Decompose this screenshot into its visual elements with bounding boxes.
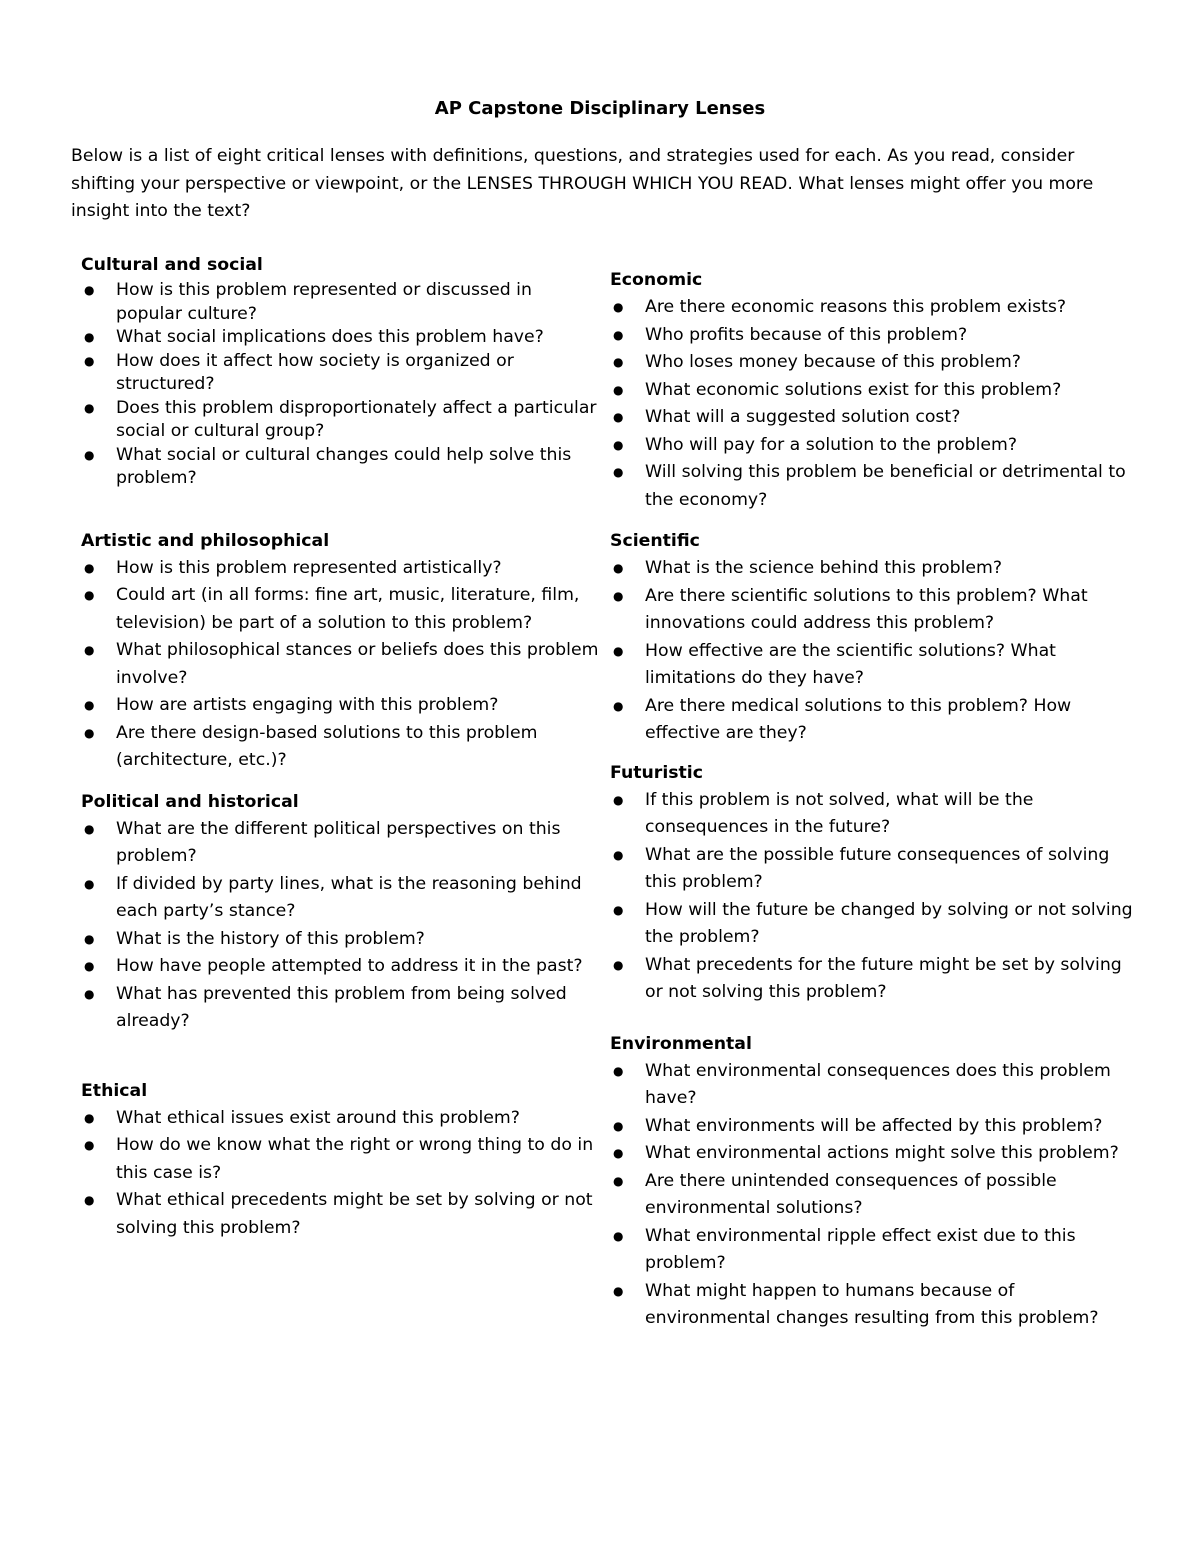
question-text: How effective are the scientific solutions? What limitations do they have? — [645, 640, 1056, 688]
question-text: What social implications does this problem have? — [116, 327, 544, 347]
question-text: Does this problem disproportionately affect a particular social or cultural group? — [116, 397, 597, 441]
bullet-icon: ● — [613, 588, 624, 603]
bullet-icon: ● — [84, 353, 95, 368]
question-item — [610, 1278, 1140, 1333]
question-text: What economic solutions exist for this problem? — [645, 379, 1062, 400]
question-text: Are there unintended consequences of possible environmental solutions? — [645, 1170, 1057, 1218]
question-text: What ethical precedents might be set by solving or not solving this problem? — [116, 1190, 593, 1238]
question-item — [610, 952, 1140, 1007]
question-item — [81, 350, 601, 397]
bullet-icon: ● — [613, 902, 624, 917]
bullet-icon: ● — [613, 1063, 624, 1078]
question-item — [81, 926, 601, 954]
bullet-icon: ● — [613, 327, 624, 342]
bullet-icon: ● — [613, 465, 624, 479]
bullet-icon: ● — [613, 1228, 624, 1243]
question-item — [81, 444, 601, 491]
bullet-icon: ● — [613, 1283, 624, 1298]
question-text: What ethical issues exist around this problem? — [116, 1107, 520, 1128]
question-text: What might happen to humans because of environmental changes resulting from this problem? — [645, 1280, 1099, 1328]
question-item — [610, 842, 1140, 897]
bullet-icon: ● — [84, 959, 95, 973]
question-item — [610, 1168, 1140, 1223]
section-artistic-and-philosophical — [81, 528, 601, 775]
question-item — [610, 404, 1140, 432]
question-text: How is this problem represented or discussed in popular culture? — [116, 280, 532, 324]
bullet-icon: ● — [613, 643, 624, 658]
question-text: What precedents for the future might be set by solving or not solving this problem? — [645, 954, 1122, 1002]
question-item — [610, 693, 1140, 748]
question-item — [81, 981, 601, 1036]
bullet-icon: ● — [613, 410, 624, 424]
section-heading: Scientific — [610, 531, 700, 551]
question-item — [81, 1132, 601, 1187]
question-item — [610, 1223, 1140, 1278]
question-item — [610, 349, 1140, 377]
question-list — [610, 1058, 1140, 1333]
question-item — [81, 720, 601, 775]
question-text: What are the different political perspectives on this problem? — [116, 818, 561, 866]
question-item — [610, 1140, 1140, 1168]
question-text: Who will pay for a solution to the problem? — [645, 434, 1018, 455]
question-item — [81, 555, 601, 583]
section-cultural-and-social — [81, 252, 601, 491]
question-item — [610, 787, 1140, 842]
bullet-icon: ● — [84, 821, 95, 836]
section-economic — [610, 267, 1140, 514]
question-item — [610, 555, 1140, 583]
question-list — [610, 294, 1140, 514]
bullet-icon: ● — [84, 698, 95, 712]
question-item — [81, 397, 601, 444]
question-text: What are the possible future consequences of solving this problem? — [645, 844, 1110, 892]
question-text: What environmental ripple effect exist due to this problem? — [645, 1225, 1076, 1273]
question-text: Are there economic reasons this problem exists? — [645, 297, 1067, 317]
section-heading: Cultural and social — [81, 255, 263, 275]
question-item — [81, 582, 601, 637]
page-title: AP Capstone Disciplinary Lenses — [434, 98, 766, 119]
section-heading: Futuristic — [610, 762, 703, 783]
question-item — [610, 1058, 1140, 1113]
bullet-icon: ● — [84, 876, 95, 891]
bullet-icon: ● — [84, 1193, 95, 1207]
section-heading: Artistic and philosophical — [81, 530, 330, 551]
bullet-icon: ● — [84, 986, 95, 1001]
question-item — [81, 1187, 601, 1242]
question-text: Will solving this problem be beneficial or detrimental to the economy? — [645, 462, 1126, 510]
bullet-icon: ● — [84, 588, 95, 602]
left-column — [81, 252, 601, 1242]
bullet-icon: ● — [613, 382, 624, 397]
question-text: How do we know what the right or wrong thing to do in this case is? — [116, 1135, 594, 1183]
section-futuristic — [610, 760, 1140, 1007]
section-heading: Ethical — [81, 1080, 148, 1101]
question-text: If this problem is not solved, what will be the consequences in the future? — [645, 789, 1034, 837]
bullet-icon: ● — [613, 957, 624, 972]
bullet-icon: ● — [84, 330, 95, 344]
question-item — [610, 294, 1140, 322]
bullet-icon: ● — [84, 283, 95, 297]
question-text: How does it affect how society is organized or structured? — [116, 350, 514, 394]
question-item — [81, 816, 601, 871]
question-item — [81, 953, 601, 981]
question-list — [610, 555, 1140, 748]
section-scientific — [610, 528, 1140, 748]
bullet-icon: ● — [84, 643, 95, 657]
question-text: Are there design-based solutions to this problem (architecture, etc.)? — [116, 722, 538, 770]
section-heading: Political and historical — [81, 791, 299, 812]
question-list — [610, 787, 1140, 1007]
question-text: How have people attempted to address it in the past? — [116, 956, 583, 976]
question-item — [610, 322, 1140, 350]
question-item — [81, 692, 601, 720]
bullet-icon: ● — [613, 561, 624, 575]
question-text: What philosophical stances or beliefs does this problem involve? — [116, 640, 599, 688]
section-heading: Economic — [610, 270, 703, 290]
question-text: What environmental consequences does this problem have? — [645, 1060, 1111, 1108]
question-item — [610, 377, 1140, 405]
question-text: If divided by party lines, what is the reasoning behind each party’s stance? — [116, 873, 582, 921]
question-text: How is this problem represented artistically? — [116, 557, 502, 578]
question-text: What environments will be affected by this problem? — [645, 1115, 1103, 1136]
question-list — [81, 1105, 601, 1243]
bullet-icon: ● — [613, 437, 624, 452]
question-text: Are there scientific solutions to this problem? What innovations could address this problem? — [645, 585, 1088, 633]
right-column — [610, 267, 1140, 1333]
question-list — [81, 555, 601, 775]
bullet-icon: ● — [613, 847, 624, 862]
intro-paragraph: Below is a list of eight critical lenses with definitions, questions, and strategies used for each. As you read, consider shifting your perspective or viewpoint, or the LENSES THROUGH WHICH YOU READ. What lenses might offer you more insight into the text? — [71, 146, 1094, 221]
question-text: Could art (in all forms: fine art, music, literature, film, television) be part of a solution to this problem? — [116, 585, 580, 633]
question-item — [610, 897, 1140, 952]
bullet-icon: ● — [84, 931, 95, 946]
bullet-icon: ● — [613, 300, 624, 314]
bullet-icon: ● — [84, 447, 95, 462]
question-item — [610, 459, 1140, 514]
question-item — [610, 638, 1140, 693]
bullet-icon: ● — [613, 698, 624, 713]
bullet-icon: ● — [84, 560, 95, 575]
section-political-and-historical — [81, 789, 601, 1036]
question-item — [610, 1113, 1140, 1141]
bullet-icon: ● — [84, 1110, 95, 1125]
question-item — [81, 1105, 601, 1133]
question-text: How will the future be changed by solving or not solving the problem? — [645, 899, 1133, 947]
question-text: What social or cultural changes could help solve this problem? — [116, 444, 572, 488]
question-item — [81, 279, 601, 326]
question-item — [610, 432, 1140, 460]
question-item — [81, 871, 601, 926]
question-list — [81, 279, 601, 491]
question-text: Who profits because of this problem? — [645, 324, 968, 345]
question-item — [81, 326, 601, 350]
question-text: What is the science behind this problem? — [645, 558, 1003, 578]
question-text: What will a suggested solution cost? — [645, 407, 961, 427]
section-heading: Environmental — [610, 1033, 752, 1054]
bullet-icon: ● — [84, 725, 95, 740]
question-item — [610, 583, 1140, 638]
section-environmental — [610, 1031, 1140, 1333]
question-text: What environmental actions might solve this problem? — [645, 1143, 1119, 1163]
question-text: How are artists engaging with this problem? — [116, 695, 499, 715]
section-ethical — [81, 1078, 601, 1243]
bullet-icon: ● — [613, 1118, 624, 1133]
bullet-icon: ● — [613, 792, 624, 807]
question-text: Who loses money because of this problem? — [645, 352, 1021, 372]
question-list — [81, 816, 601, 1036]
bullet-icon: ● — [613, 1146, 624, 1160]
bullet-icon: ● — [613, 355, 624, 369]
question-text: What has prevented this problem from being solved already? — [116, 983, 567, 1031]
bullet-icon: ● — [613, 1173, 624, 1188]
bullet-icon: ● — [84, 1138, 95, 1152]
question-text: What is the history of this problem? — [116, 928, 425, 949]
question-text: Are there medical solutions to this problem? How effective are they? — [645, 695, 1072, 743]
question-item — [81, 637, 601, 692]
bullet-icon: ● — [84, 400, 95, 415]
